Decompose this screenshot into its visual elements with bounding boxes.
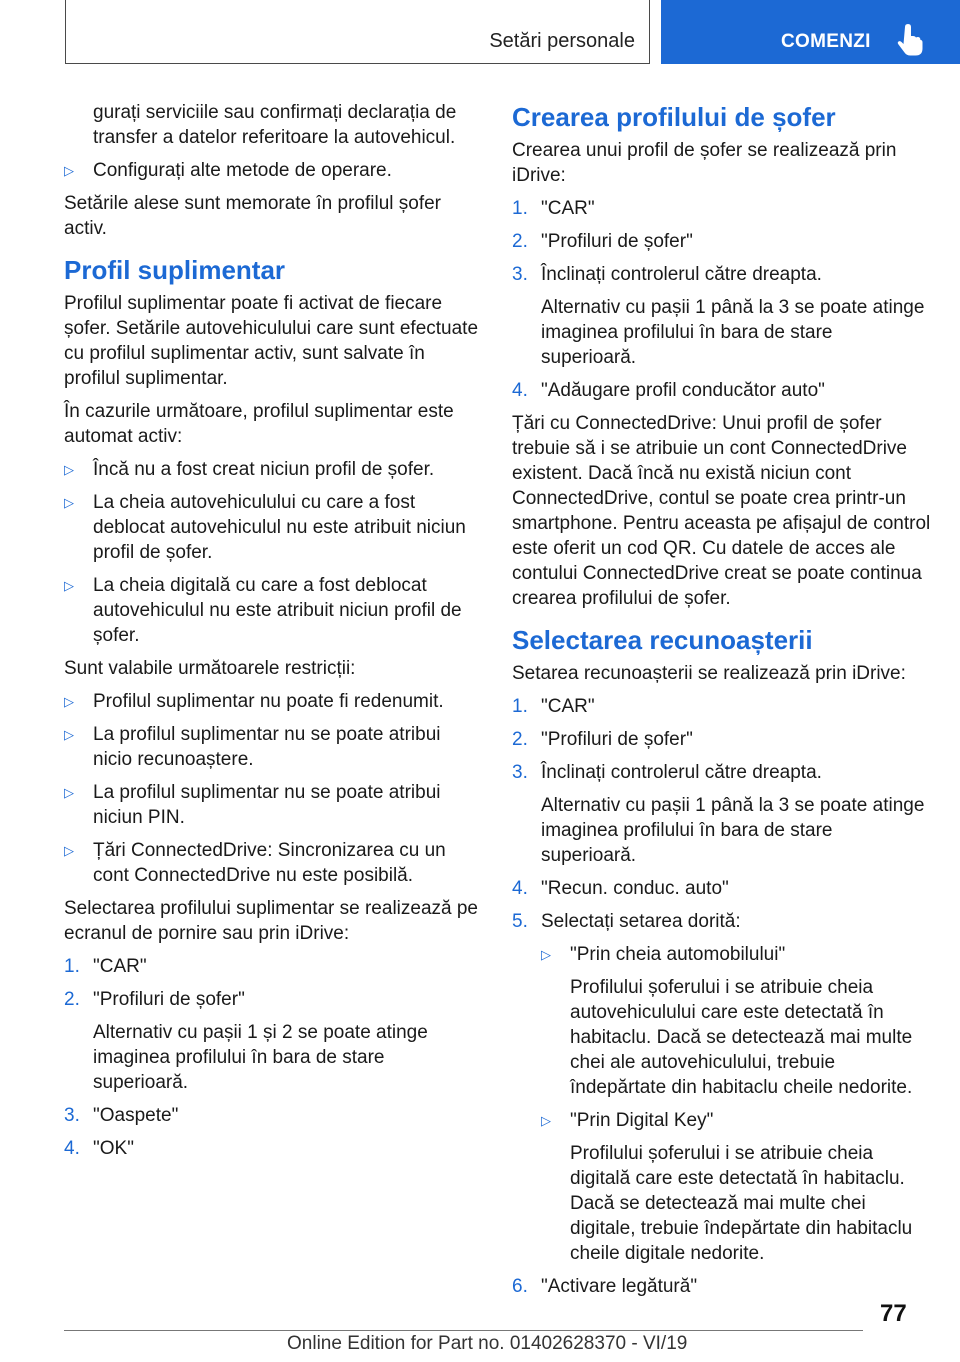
triangle-bullet-icon: ▷ (64, 578, 74, 593)
triangle-bullet-icon: ▷ (541, 947, 551, 962)
step-item: 2. "Profiluri de șofer" (64, 989, 245, 1010)
step-item: 3. Înclinați controlerul către dreapta. (512, 264, 822, 285)
triangle-bullet-icon: ▷ (64, 843, 74, 858)
triangle-bullet-icon: ▷ (64, 462, 74, 477)
step-item: 4. "Adăugare profil conducător auto" (512, 380, 825, 401)
page-number: 77 (880, 1300, 907, 1327)
paragraph: Sunt valabile următoarele restricții: (64, 658, 356, 679)
option-description: Profilului șoferului i se atribuie cheia digitală care este detectată în habitaclu. Dacă se detectează mai multe chei digitale, trebuie îndepărtate din habitaclu cheile digitale nedorite. (570, 1143, 913, 1264)
step-note: Alternativ cu pașii 1 până la 3 se poate atinge imaginea profilului în bara de stare superioară. (541, 297, 925, 368)
step-item: 1. "CAR" (512, 696, 595, 717)
option-item: ▷ "Prin cheia automobilului" (541, 944, 786, 965)
paragraph: Setările alese sunt memorate în profilul șofer activ. (64, 193, 442, 239)
heading-crearea-profilului: Crearea profilului de șofer (512, 102, 836, 132)
paragraph: Selectarea profilului suplimentar se realizează pe ecranul de pornire sau prin iDrive: (64, 898, 479, 944)
list-item: ▷ Țări ConnectedDrive: Sincronizarea cu un cont ConnectedDrive nu este posibilă. (64, 840, 446, 886)
triangle-bullet-icon: ▷ (64, 727, 74, 742)
header-section-title: Setări personale (489, 30, 635, 52)
header-tab-label: COMENZI (781, 31, 871, 52)
triangle-bullet-icon: ▷ (64, 163, 74, 178)
step-item: 3. "Oaspete" (64, 1105, 179, 1126)
paragraph: În cazurile următoare, profilul suplimentar este automat activ: (64, 401, 454, 447)
step-item: 3. Înclinați controlerul către dreapta. (512, 762, 822, 783)
step-item: 5. Selectați setarea dorită: (512, 911, 741, 932)
triangle-bullet-icon: ▷ (64, 785, 74, 800)
paragraph: Setarea recunoașterii se realizează prin iDrive: (512, 663, 906, 684)
list-item: ▷ Configurați alte metode de operare. (64, 160, 392, 181)
triangle-bullet-icon: ▷ (64, 495, 74, 510)
heading-selectarea-recunoasterii: Selectarea recunoașterii (512, 625, 813, 655)
header-tab-comenzi[interactable] (661, 0, 960, 64)
list-item: ▷ Profilul suplimentar nu poate fi redenumit. (64, 691, 444, 712)
step-item: 1. "CAR" (512, 198, 595, 219)
heading-profil-suplimentar: Profil suplimentar (64, 255, 286, 285)
intro-continued: gurați serviciile sau confirmați declarația de transfer a datelor referitoare la autovehicul. (93, 102, 457, 148)
list-item: ▷ La cheia digitală cu care a fost deblocat autovehiculul nu este atribuit niciun profil de șofer. (64, 575, 462, 646)
step-item: 2. "Profiluri de șofer" (512, 231, 693, 252)
step-note: Alternativ cu pașii 1 și 2 se poate atinge imaginea profilului în bara de stare superioară. (93, 1022, 428, 1093)
option-item: ▷ "Prin Digital Key" (541, 1110, 714, 1131)
pointing-hand-icon (896, 24, 924, 56)
paragraph: Crearea unui profil de șofer se realizează prin iDrive: (512, 140, 897, 186)
step-item: 4. "OK" (64, 1138, 134, 1159)
step-item: 1. "CAR" (64, 956, 147, 977)
step-item: 4. "Recun. conduc. auto" (512, 878, 729, 899)
header-section-box (65, 0, 650, 64)
step-item: 2. "Profiluri de șofer" (512, 729, 693, 750)
paragraph: Țări cu ConnectedDrive: Unui profil de șofer trebuie să i se atribuie un cont ConnectedDrive existent. Dacă încă nu există niciun cont ConnectedDrive, contul se poate crea printr-un smartphone. Pentru aceasta pe afișajul de control este oferit un cod QR. Cu datele de acces ale contului ConnectedDrive creat se poate continua crearea profilului de șofer. (512, 413, 931, 609)
triangle-bullet-icon: ▷ (64, 694, 74, 709)
right-column (512, 102, 932, 1307)
list-item: ▷ La profilul suplimentar nu se poate atribui nicio recunoaștere. (64, 724, 441, 770)
option-description: Profilului șoferului i se atribuie cheia autovehiculului care este detectată în habitaclu. Dacă se detectează mai multe chei ale autovehiculului, trebuie îndepărtate din habitaclu cheile nedorite. (570, 977, 913, 1098)
footer-edition: Online Edition for Part no. 01402628370 - VI/19 (287, 1333, 688, 1354)
triangle-bullet-icon: ▷ (541, 1113, 551, 1128)
left-column (64, 100, 479, 1169)
footer-divider (64, 1330, 863, 1331)
list-item: ▷ Încă nu a fost creat niciun profil de șofer. (64, 459, 435, 480)
step-note: Alternativ cu pașii 1 până la 3 se poate atinge imaginea profilului în bara de stare superioară. (541, 795, 925, 866)
list-item: ▷ La cheia autovehiculului cu care a fost deblocat autovehiculul nu este atribuit niciun profil de șofer. (64, 492, 466, 563)
paragraph: Profilul suplimentar poate fi activat de fiecare șofer. Setările autovehiculului care sunt efectuate cu profilul suplimentar activ, sunt salvate în profilul suplimentar. (64, 293, 479, 389)
list-item: ▷ La profilul suplimentar nu se poate atribui niciun PIN. (64, 782, 441, 828)
step-item: 6. "Activare legătură" (512, 1276, 698, 1297)
